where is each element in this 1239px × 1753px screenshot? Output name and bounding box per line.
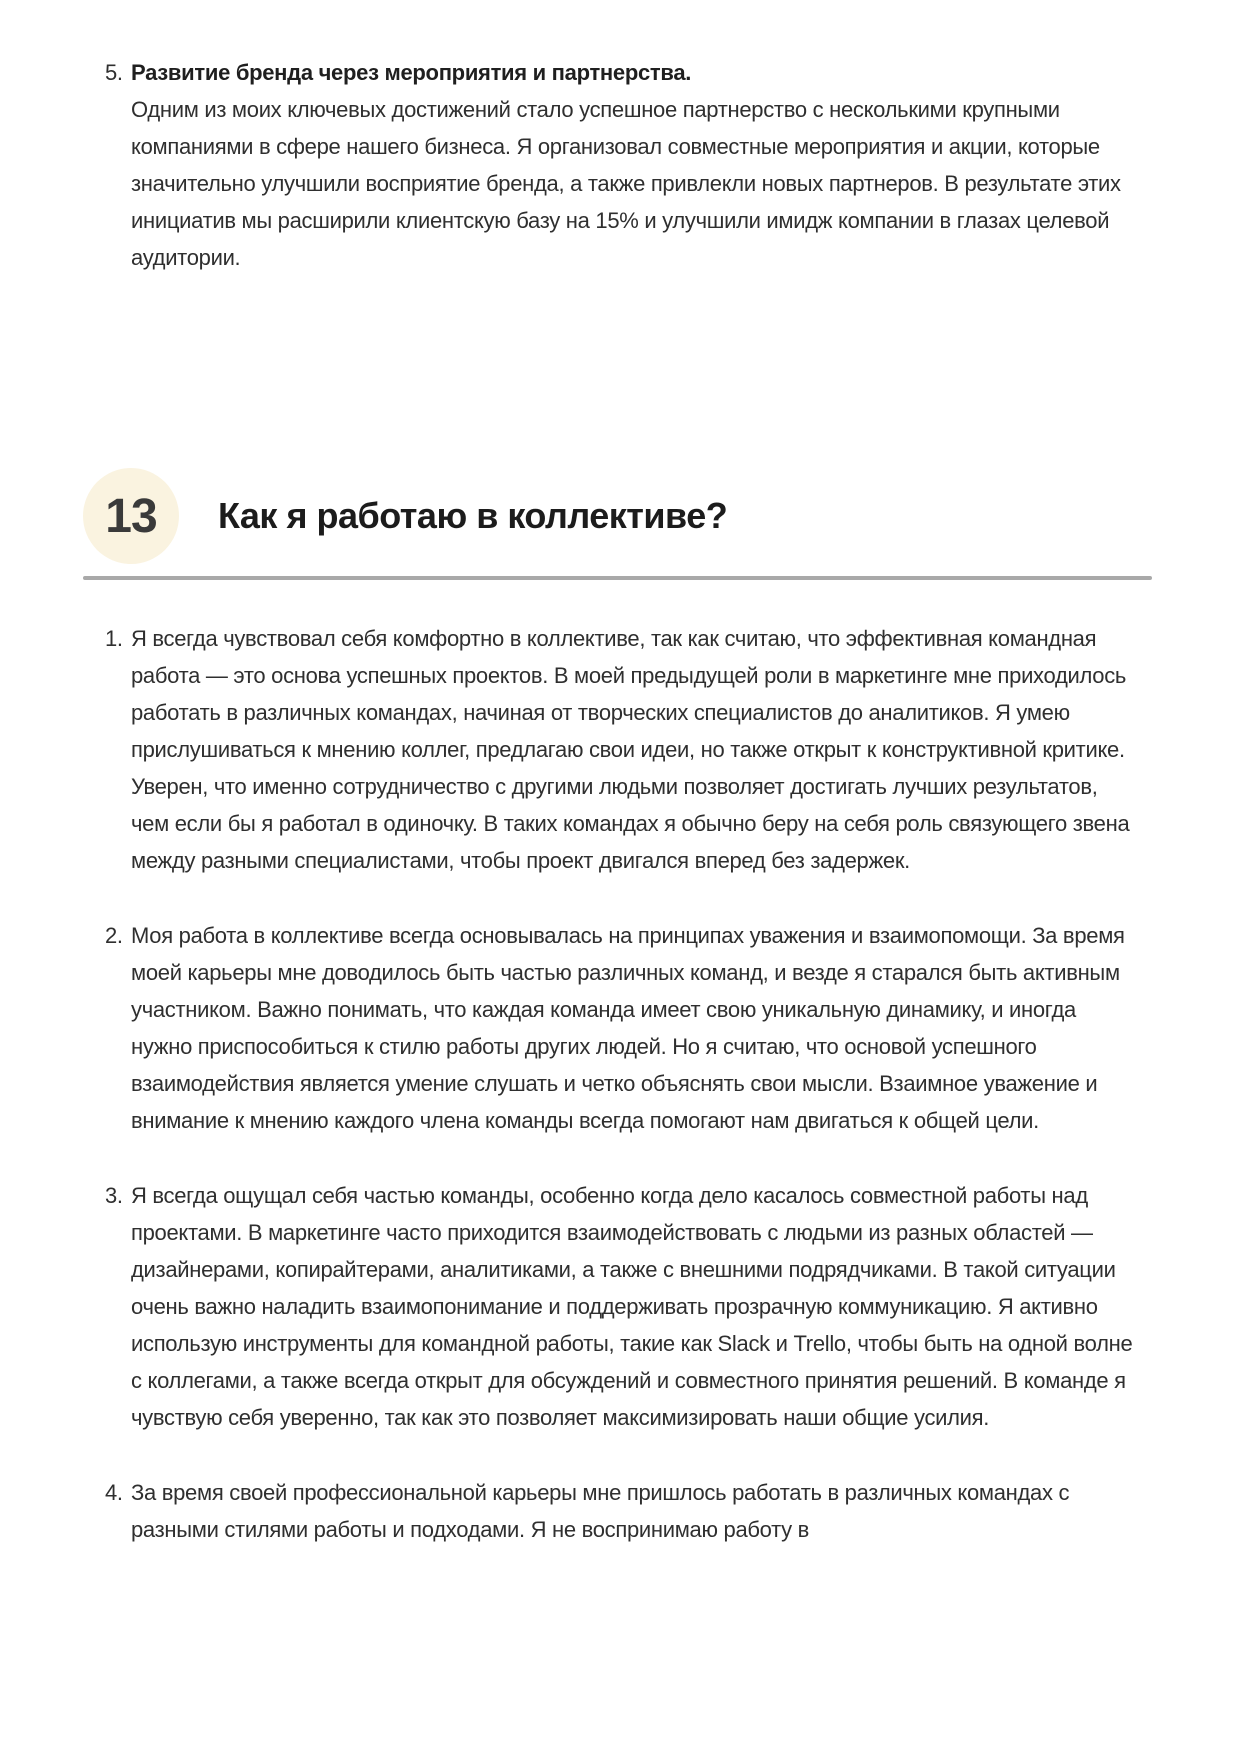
list-item-body: Одним из моих ключевых достижений стало успешное партнерство с несколькими крупными компаниями в сфере нашего бизнеса. Я организовал совместные мероприятия и акции, которые значительно улучшили восприятие бренда, а также привлекли новых партнеров. В результате этих инициатив мы расширили клиентскую базу на 15% и улучшили имидж компании в глазах целевой аудитории. [131, 97, 1121, 270]
list-item-body: Моя работа в коллективе всегда основывалась на принципах уважения и взаимопомощи. За время моей карьеры мне доводилось быть частью различных команд, и везде я старался быть активным участником. Важно понимать, что каждая команда имеет свою уникальную динамику, и иногда нужно приспособиться к стилю работы других людей. Но я считаю, что основой успешного взаимодействия является умение слушать и четко объяснять свои мысли. Взаимное уважение и внимание к мнению каждого члена команды всегда помогают нам двигаться к общей цели. [131, 923, 1125, 1133]
list-item-number: 5. [105, 60, 123, 85]
list-item-content [131, 620, 1141, 879]
question-header [83, 468, 1152, 564]
list-item-number: 1. [105, 626, 123, 651]
question-title: Как я работаю в коллективе? [218, 495, 728, 536]
question-number: 13 [105, 489, 157, 543]
list-item-content [131, 54, 1141, 276]
list-item-content [131, 917, 1141, 1139]
list-item-body: За время своей профессиональной карьеры мне пришлось работать в различных командах с разными стилями работы и подходами. Я не воспринимаю работу в [131, 1480, 1070, 1542]
list-item-content [131, 1474, 1141, 1548]
section-divider [83, 576, 1152, 580]
answers-list [83, 620, 1152, 1548]
list-item [83, 620, 1152, 879]
list-item [83, 1177, 1152, 1436]
question-number-badge [83, 468, 179, 564]
previous-section-item [83, 54, 1152, 276]
list-item [83, 917, 1152, 1139]
list-item [83, 54, 1152, 276]
list-item [83, 1474, 1152, 1548]
list-item-content [131, 1177, 1141, 1436]
list-item-number: 3. [105, 1183, 123, 1208]
list-item-body: Я всегда чувствовал себя комфортно в коллективе, так как считаю, что эффективная командная работа — это основа успешных проектов. В моей предыдущей роли в маркетинге мне приходилось работать в различных командах, начиная от творческих специалистов до аналитиков. Я умею прислушиваться к мнению коллег, предлагаю свои идеи, но также открыт к конструктивной критике. Уверен, что именно сотрудничество с другими людьми позволяет достигать лучших результатов, чем если бы я работал в одиночку. В таких командах я обычно беру на себя роль связующего звена между разными специалистами, чтобы проект двигался вперед без задержек. [131, 626, 1130, 873]
list-item-number: 4. [105, 1480, 123, 1505]
list-item-body: Я всегда ощущал себя частью команды, особенно когда дело касалось совместной работы над проектами. В маркетинге часто приходится взаимодействовать с людьми из разных областей — дизайнерами, копирайтерами, аналитиками, а также с внешними подрядчиками. В такой ситуации очень важно наладить взаимопонимание и поддерживать прозрачную коммуникацию. Я активно использую инструменты для командной работы, такие как Slack и Trello, чтобы быть на одной волне с коллегами, а также всегда открыт для обсуждений и совместного принятия решений. В команде я чувствую себя уверенно, так как это позволяет максимизировать наши общие усилия. [131, 1183, 1133, 1430]
list-item-number: 2. [105, 923, 123, 948]
list-item-heading: Развитие бренда через мероприятия и партнерства. [131, 60, 692, 85]
